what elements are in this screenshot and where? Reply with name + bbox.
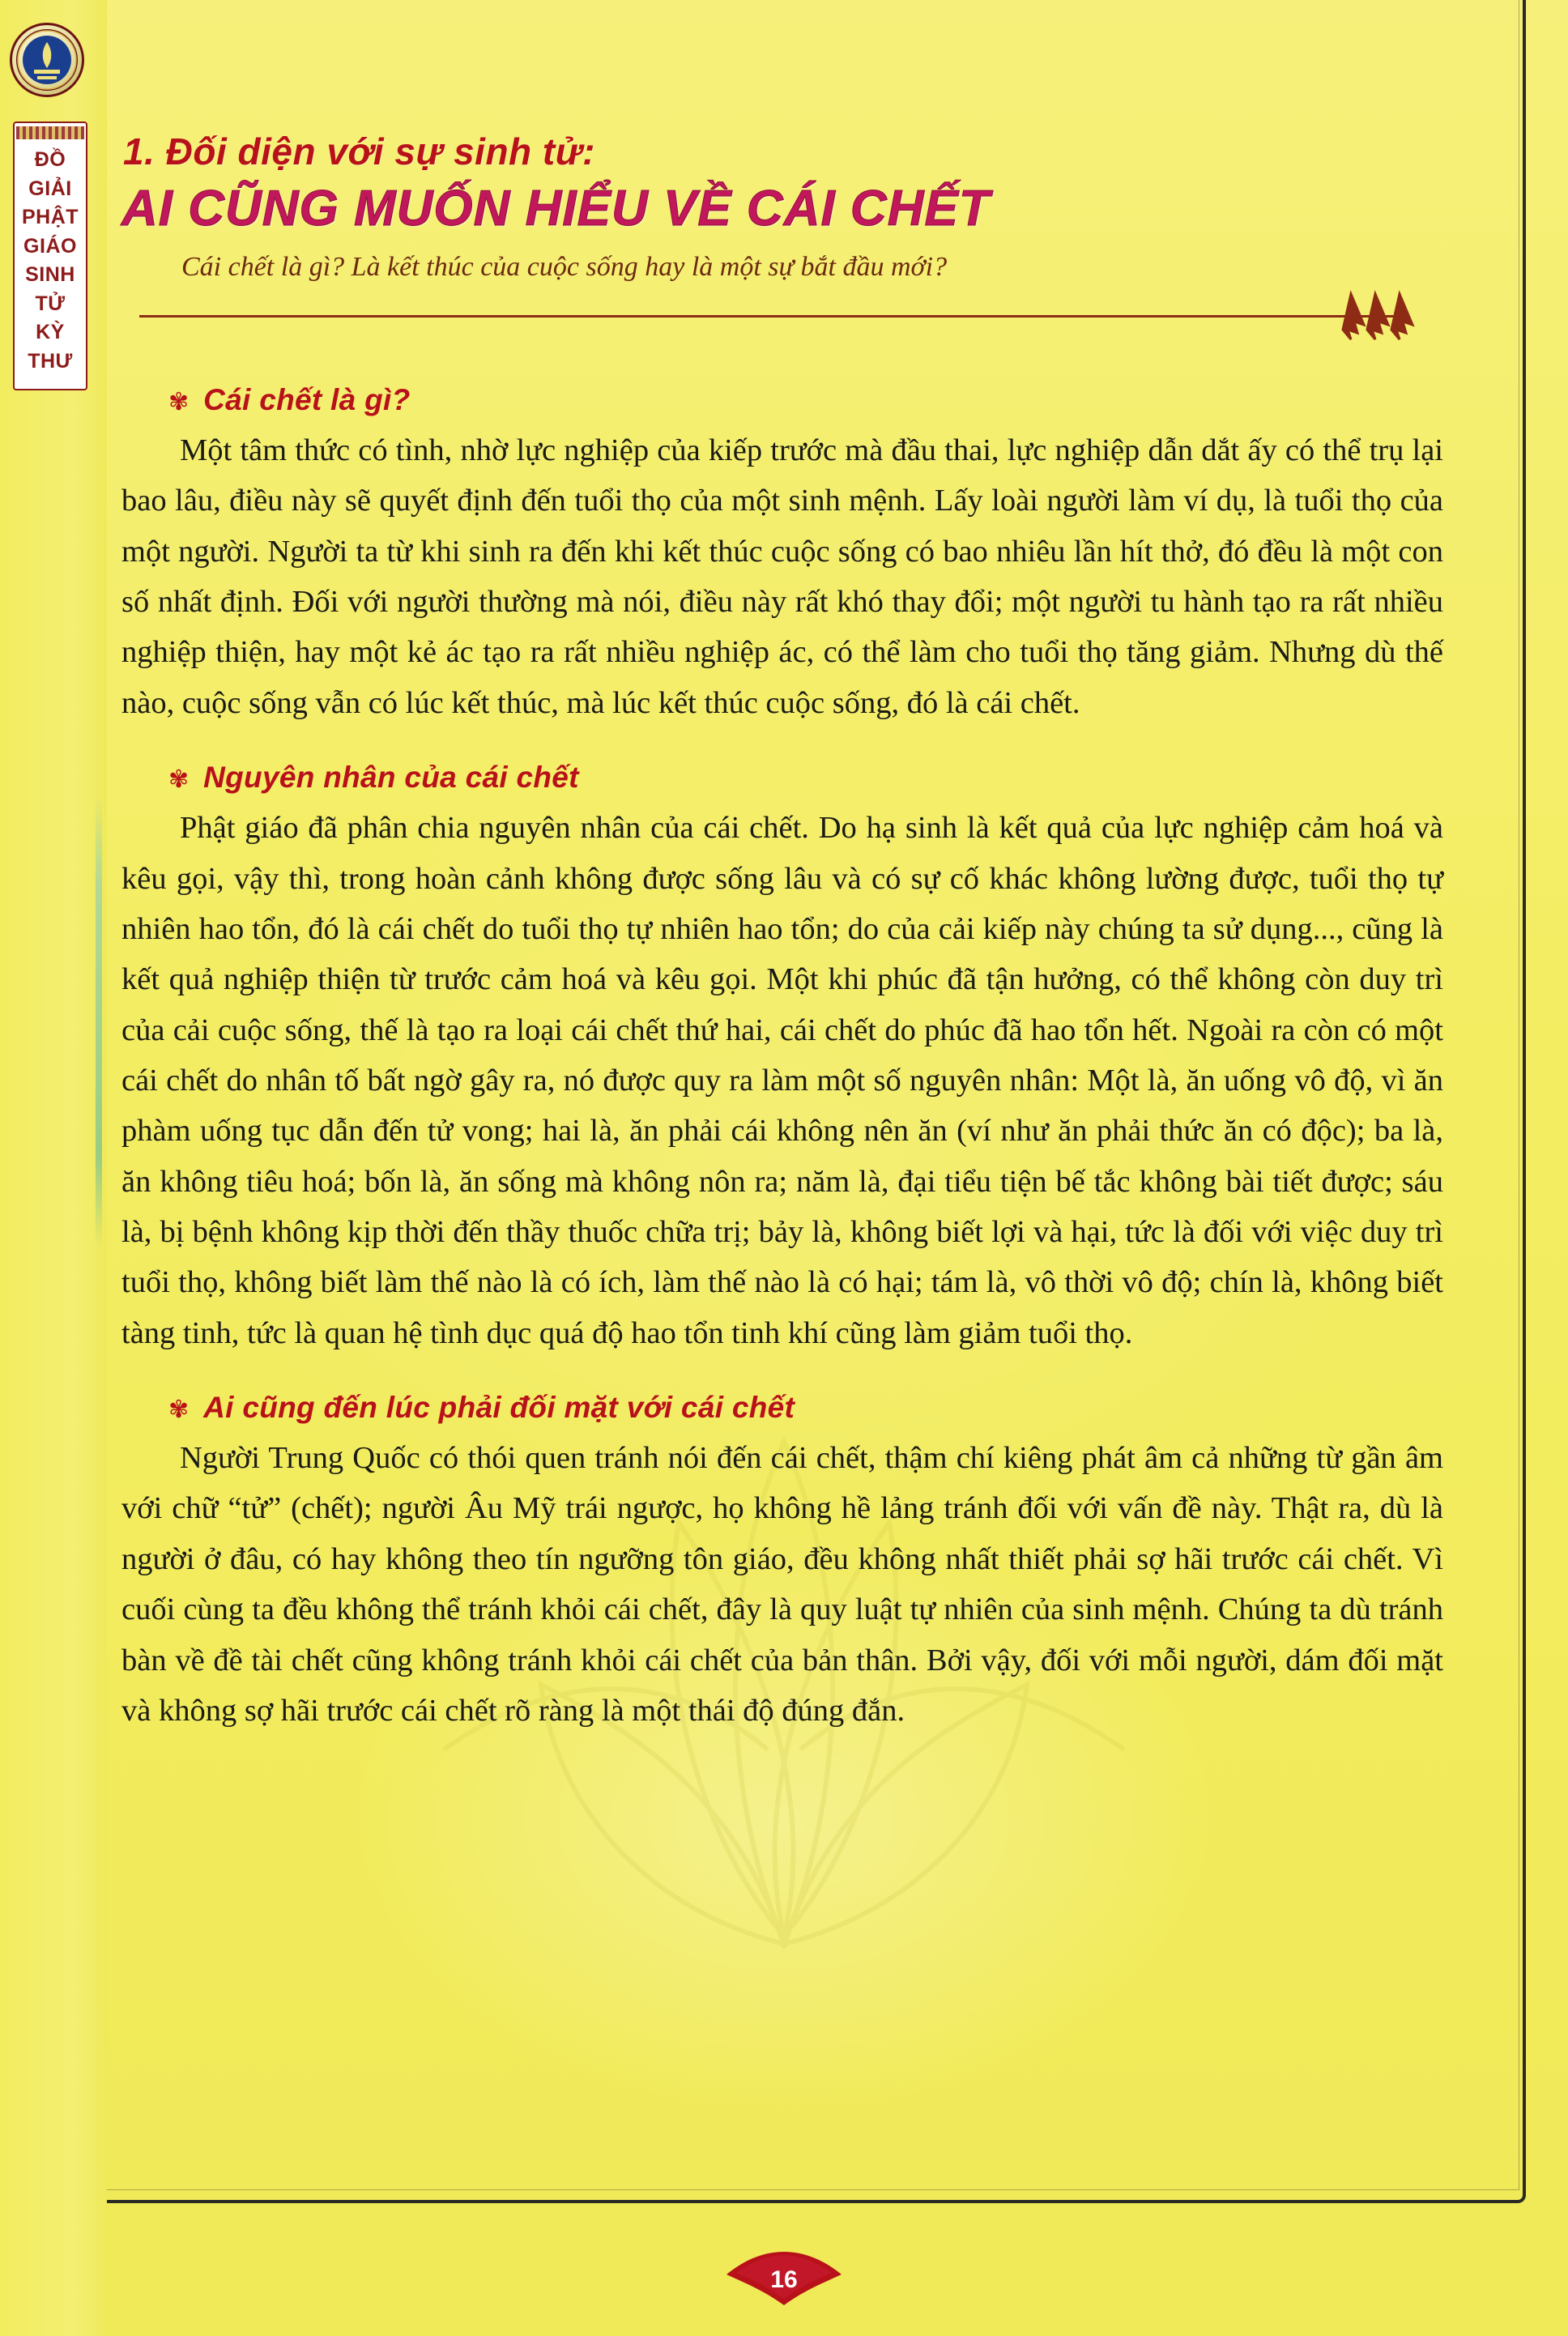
paragraph-2-0: Người Trung Quốc có thói quen tránh nói đến cái chết, thậm chí kiêng phát âm cả những từ gần âm với chữ “tử” (chết); người Âu Mỹ trái ngược, họ không hề lảng tránh đối với vấn đề này. Thật ra, dù là người ở đâu, có hay không theo tín ngưỡng tôn giáo, đều không nhất thiết phải sợ hãi trước cái chết. Vì cuối cùng ta đều không thể tránh khỏi cái chết, đây là quy luật tự nhiên của sinh mệnh. Chúng ta dù tránh bàn về đề tài chết cũng không tránh khỏi cái chết của bản thân. Bởi vậy, đối với mỗi người, dám đối mặt và không sợ hãi trước cái chết rõ ràng là một thái độ đúng đắn.: [121, 1441, 1443, 1728]
spine-accent-stripe: [96, 794, 102, 1247]
tab-decoration: [16, 126, 84, 139]
paragraph-0-0: Một tâm thức có tình, nhờ lực nghiệp của kiếp trước mà đầu thai, lực nghiệp dẫn dắt ấy có thể trụ lại bao lâu, điều này sẽ quyết định đến tuổi thọ của một sinh mệnh. Lấy loài người làm ví dụ, là tuổi thọ của một người. Người ta từ khi sinh ra đến khi kết thúc cuộc sống có bao nhiêu lần hít thở, đó đều là một con số nhất định. Đối với người thường mà nói, điều này rất khó thay đổi; một người tu hành tạo ra rất nhiều nghiệp thiện, hay một kẻ ác tạo ra rất nhiều nghiệp ác, có thể làm cho tuổi thọ tăng giảm. Nhưng dù thế nào, cuộc sống vẫn có lúc kết thúc, mà lúc kết thúc cuộc sống, đó là cái chết.: [121, 433, 1443, 720]
chapter-number-title: 1. Đối diện với sự sinh tử:: [123, 130, 595, 173]
chapter-title-block: [121, 0, 1450, 283]
tab-word-1: GIẢI: [28, 177, 72, 200]
book-spine: [0, 0, 107, 2336]
triple-arrow-icon: [1336, 289, 1425, 354]
page-footer: [0, 2198, 1568, 2336]
spine-title-tab: [13, 121, 87, 390]
tab-word-7: THƯ: [28, 349, 73, 373]
section-heading-1: [168, 761, 1450, 795]
flower-bullet-icon: ✾: [168, 766, 190, 794]
section-heading-text-1: Nguyên nhân của cái chết: [203, 761, 579, 795]
tab-word-4: SINH: [25, 263, 75, 286]
divider-line: [139, 315, 1403, 318]
tab-word-5: TỬ: [35, 292, 66, 315]
page-content: [121, 0, 1498, 1736]
page-title: AI CŨNG MUỐN HIỂU VỀ CÁI CHẾT: [121, 181, 991, 237]
page-number: 16: [770, 2266, 798, 2293]
paragraph-1-0: Phật giáo đã phân chia nguyên nhân của cái chết. Do hạ sinh là kết quả của lực nghiệp cảm hoá và kêu gọi, vậy thì, trong hoàn cảnh không được sống lâu và có sự cố khác không lường được, tuổi thọ tự nhiên hao tổn, đó là cái chết do tuổi thọ tự nhiên hao tổn; do của cải kiếp này chúng ta sử dụng..., cũng là kết quả nghiệp thiện từ trước cảm hoá và kêu gọi. Một khi phúc đã tận hưởng, có thể không còn duy trì của cải cuộc sống, thế là tạo ra loại cái chết thứ hai, cái chết do phúc đã hao tổn hết. Ngoài ra còn có một cái chết do nhân tố bất ngờ gây ra, nó được quy ra làm một số nguyên nhân: Một là, ăn uống vô độ, vì ăn phàm uống tục dẫn đến tử vong; hai là, ăn phải cái không nên ăn (ví như ăn phải thức ăn có độc); ba là, ăn không tiêu hoá; bốn là, ăn sống mà không nôn ra; năm là, đại tiểu tiện bế tắc không bài tiết được; sáu là, bị bệnh không kịp thời đến thầy thuốc chữa trị; bảy là, không biết lợi và hại, tức là đối với việc duy trì tuổi thọ, không biết làm thế nào là có ích, làm thế nào là có hại; tám là, vô thời vô độ; chín là, không biết tàng tinh, tức là quan hệ tình dục quá độ hao tổn tinh khí cũng làm giảm tuổi thọ.: [121, 811, 1443, 1350]
section-heading-0: [168, 383, 1450, 417]
tab-word-3: GIÁO: [23, 234, 77, 258]
tab-word-2: PHẬT: [21, 206, 79, 228]
header-divider: [121, 294, 1450, 351]
section-heading-2: [168, 1391, 1450, 1425]
tab-word-6: KỲ: [36, 321, 65, 343]
flower-bullet-icon: ✾: [168, 389, 190, 416]
section-heading-text-2: Ai cũng đến lúc phải đối mặt với cái chết: [203, 1391, 795, 1425]
tab-word-0: ĐỒ: [34, 148, 66, 171]
buddhist-seal-icon: [10, 23, 84, 97]
flower-bullet-icon: ✾: [168, 1396, 190, 1424]
page-subtitle: Cái chết là gì? Là kết thúc của cuộc sống hay là một sự bắt đầu mới?: [181, 252, 948, 282]
section-heading-text-0: Cái chết là gì?: [203, 383, 411, 416]
